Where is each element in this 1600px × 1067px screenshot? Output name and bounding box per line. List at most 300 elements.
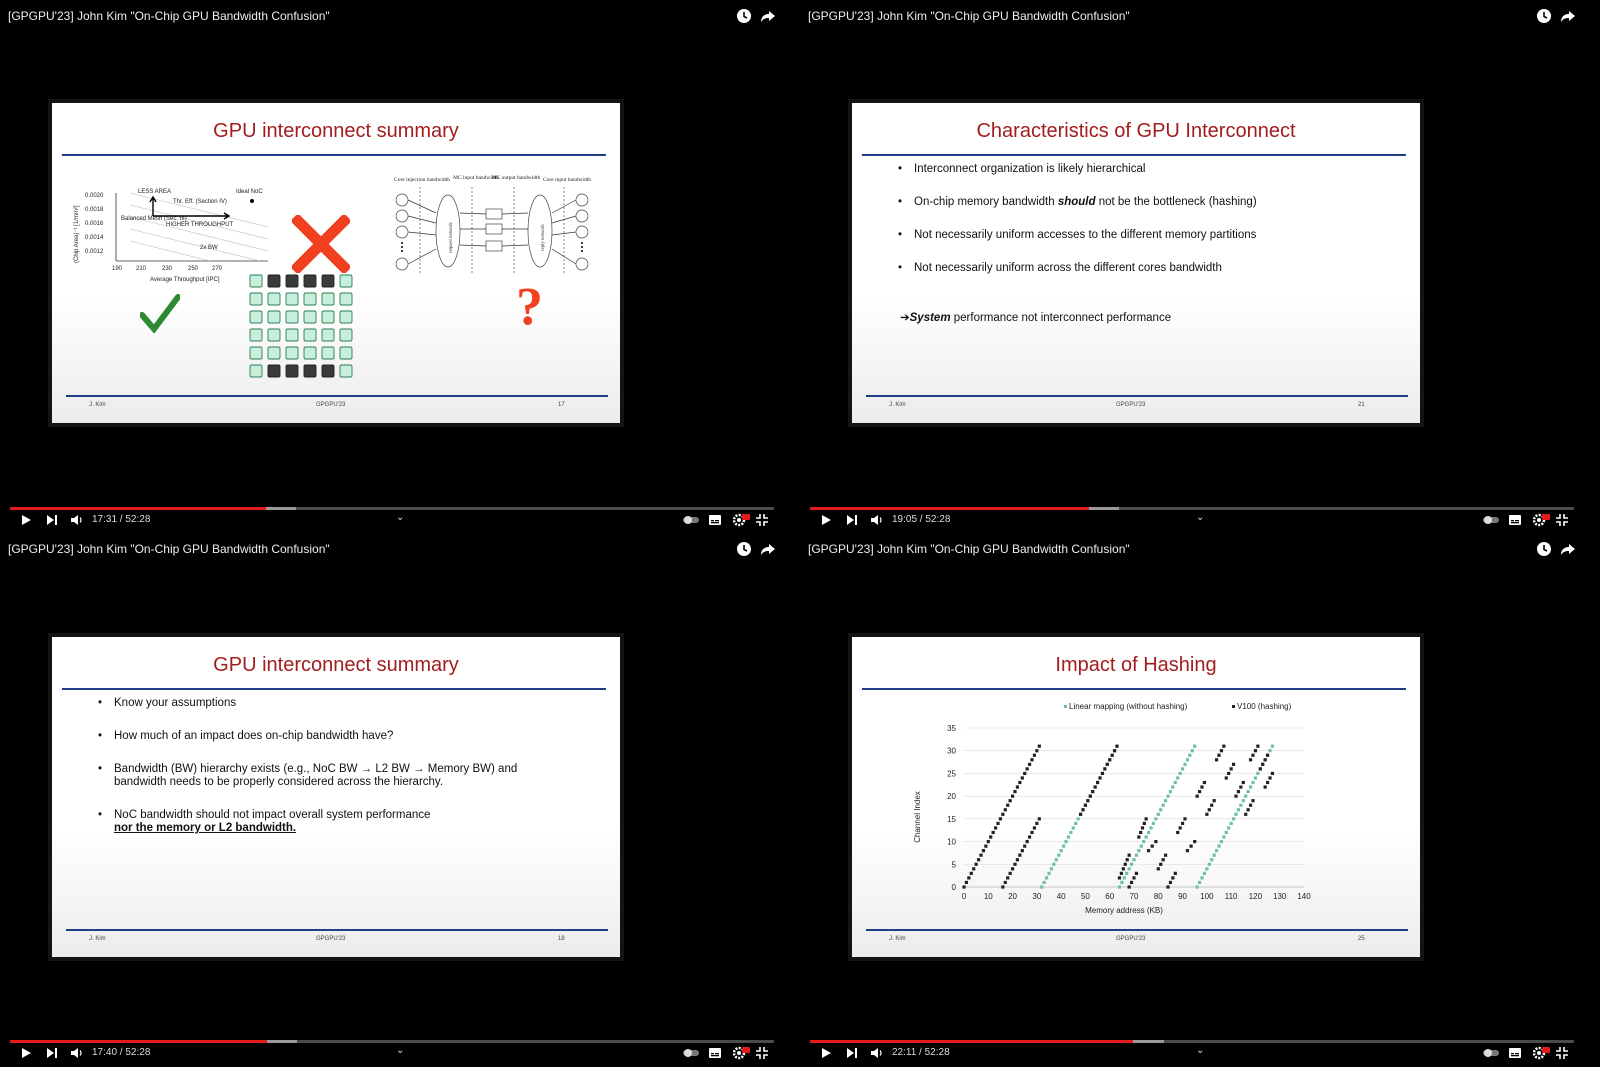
v100-point xyxy=(1249,804,1252,807)
label-mc-input: MC input bandwidth xyxy=(453,175,499,181)
linear-point xyxy=(1181,767,1184,770)
bullet: • Know your assumptions xyxy=(98,697,548,710)
bullet-list xyxy=(98,697,548,855)
label-core-injection: Core injection bandwidth xyxy=(394,177,450,183)
linear-point xyxy=(1040,885,1043,888)
ann-higher: HIGHER THROUGHPUT xyxy=(166,222,234,228)
linear-point xyxy=(1120,881,1123,884)
video-title[interactable]: [GPGPU'23] John Kim "On-Chip GPU Bandwidth Confusion" xyxy=(8,9,330,23)
v100-point xyxy=(1264,758,1267,761)
linear-point xyxy=(1222,835,1225,838)
v100-point xyxy=(1118,876,1121,879)
memory-node xyxy=(268,275,280,287)
v100-point xyxy=(1028,835,1031,838)
linear-point xyxy=(1123,876,1126,879)
slide-title: Characteristics of GPU Interconnect xyxy=(976,120,1296,142)
core-node xyxy=(340,329,352,341)
v100-point xyxy=(1096,781,1099,784)
v100-point xyxy=(1079,813,1082,816)
time-display: 22:11 / 52:28 xyxy=(892,1047,950,1058)
linear-point xyxy=(1132,858,1135,861)
v100-point xyxy=(1124,863,1127,866)
linear-point xyxy=(1210,858,1213,861)
linear-point xyxy=(1166,795,1169,798)
next-icon[interactable] xyxy=(46,514,58,526)
v100-point xyxy=(1247,808,1250,811)
v100-point xyxy=(1268,776,1271,779)
linear-point xyxy=(1268,749,1271,752)
video-pane-4[interactable] xyxy=(800,533,1584,1066)
v100-point xyxy=(1266,781,1269,784)
x-tick-label: 80 xyxy=(1153,892,1163,901)
x-axis-label: Memory address (KB) xyxy=(1085,906,1163,915)
v100-point xyxy=(965,881,968,884)
xtick: 230 xyxy=(162,266,173,272)
linear-point xyxy=(1247,790,1250,793)
share-icon[interactable] xyxy=(1560,8,1576,24)
exit-fullscreen-icon[interactable] xyxy=(1556,514,1568,526)
next-icon[interactable] xyxy=(846,514,858,526)
plot-ylabel: (Chip Area)⁻¹ [1/mm²] xyxy=(74,205,80,263)
v100-point xyxy=(1086,799,1089,802)
v100-point xyxy=(1026,840,1029,843)
v100-point xyxy=(970,872,973,875)
label-mc-output: MC output bandwidth xyxy=(491,175,541,181)
progress-bar[interactable] xyxy=(10,507,774,510)
v100-point xyxy=(989,835,992,838)
video-pane-3[interactable] xyxy=(0,533,784,1066)
ytick: 0.0012 xyxy=(85,249,104,255)
v100-point xyxy=(1196,795,1199,798)
v100-point xyxy=(1004,808,1007,811)
footer-page: 18 xyxy=(558,936,565,942)
v100-point xyxy=(1237,790,1240,793)
checkmark-icon xyxy=(140,293,180,333)
autoplay-toggle-icon[interactable] xyxy=(1482,514,1500,525)
v100-point xyxy=(1244,813,1247,816)
linear-point xyxy=(1239,804,1242,807)
chevron-down-icon[interactable]: ⌄ xyxy=(1196,512,1205,523)
linear-point xyxy=(1179,772,1182,775)
x-tick-label: 30 xyxy=(1032,892,1042,901)
v100-point xyxy=(1084,804,1087,807)
v100-point xyxy=(1266,754,1269,757)
core-node xyxy=(340,365,352,377)
title-rule xyxy=(62,154,606,156)
slide xyxy=(852,103,1420,423)
v100-point xyxy=(979,854,982,857)
x-tick-label: 100 xyxy=(1200,892,1214,901)
bullet: • Not necessarily uniform accesses to the different memory partitions xyxy=(898,229,1398,242)
v100-point xyxy=(984,845,987,848)
play-icon[interactable] xyxy=(20,514,32,526)
progress-buffered xyxy=(266,507,297,510)
v100-point xyxy=(1081,808,1084,811)
x-tick-label: 60 xyxy=(1105,892,1115,901)
bullet-emphasis: nor the memory or L2 bandwidth. xyxy=(114,822,297,834)
linear-point xyxy=(1137,849,1140,852)
v100-point xyxy=(1011,795,1014,798)
linear-point xyxy=(1234,813,1237,816)
volume-icon[interactable] xyxy=(870,1047,883,1059)
v100-point xyxy=(1132,876,1135,879)
linear-point xyxy=(1142,840,1145,843)
core-node xyxy=(322,293,334,305)
v100-point xyxy=(967,876,970,879)
v100-point xyxy=(1174,872,1177,875)
volume-icon[interactable] xyxy=(70,1047,83,1059)
linear-point xyxy=(1200,876,1203,879)
label-core-input: Core input bandwidth xyxy=(543,177,591,183)
v100-point xyxy=(977,858,980,861)
label-reply-network: reply network xyxy=(541,224,546,251)
linear-point xyxy=(1220,840,1223,843)
v100-point xyxy=(1128,854,1131,857)
question-mark-icon: ? xyxy=(516,276,543,336)
core-node xyxy=(340,347,352,359)
v100-point xyxy=(1254,749,1257,752)
chevron-down-icon[interactable]: ⌄ xyxy=(396,512,405,523)
bullet-list xyxy=(898,163,1398,295)
linear-point xyxy=(1249,785,1252,788)
bullet-text: not be the bottleneck (hashing) xyxy=(1098,196,1257,208)
bullet: • Bandwidth (BW) hierarchy exists (e.g., NoC BW → L2 BW → Memory BW) and bandwidth needs to be properly considered across the hierarchy. xyxy=(98,763,548,789)
v100-point xyxy=(1001,813,1004,816)
v100-point xyxy=(1264,785,1267,788)
time-display: 17:40 / 52:28 xyxy=(92,1047,151,1058)
v100-point xyxy=(1023,772,1026,775)
v100-point xyxy=(1113,749,1116,752)
memory-node xyxy=(304,275,316,287)
v100-point xyxy=(1271,772,1274,775)
autoplay-toggle-icon[interactable] xyxy=(682,1047,700,1058)
v100-point xyxy=(972,867,975,870)
ytick: 0.0014 xyxy=(85,235,104,241)
core-node xyxy=(286,293,298,305)
linear-point xyxy=(1055,858,1058,861)
progress-played xyxy=(810,507,1089,510)
ann-2xbw: 2x BW xyxy=(200,245,218,251)
linear-point xyxy=(1174,781,1177,784)
linear-point xyxy=(1251,781,1254,784)
v100-point xyxy=(1171,876,1174,879)
v100-point xyxy=(1035,749,1038,752)
memory-node xyxy=(286,365,298,377)
legend-linear: Linear mapping (without hashing) xyxy=(1069,702,1188,711)
v100-point xyxy=(1176,831,1179,834)
core-node xyxy=(268,347,280,359)
core-node xyxy=(250,365,262,377)
footer-rule xyxy=(866,929,1408,931)
v100-point xyxy=(987,840,990,843)
linear-point xyxy=(1217,845,1220,848)
v100-point xyxy=(1111,754,1114,757)
bullet xyxy=(898,196,1398,209)
footer-page: 25 xyxy=(1358,936,1365,942)
x-tick-label: 0 xyxy=(961,892,967,901)
core-node xyxy=(340,275,352,287)
xtick: 270 xyxy=(212,266,223,272)
v100-point xyxy=(994,826,997,829)
video-title[interactable]: [GPGPU'23] John Kim "On-Chip GPU Bandwidth Confusion" xyxy=(808,542,1130,556)
core-node xyxy=(268,329,280,341)
y-axis-label: Channel Index xyxy=(913,791,922,843)
x-tick-label: 40 xyxy=(1056,892,1066,901)
v100-point xyxy=(1166,885,1169,888)
gear-icon[interactable] xyxy=(732,513,750,527)
x-tick-label: 130 xyxy=(1273,892,1287,901)
bullet: • Not necessarily uniform across the different cores bandwidth xyxy=(898,262,1398,275)
ytick: 0.0018 xyxy=(85,207,104,213)
plot-xlabel: Average Throughput [IPC] xyxy=(150,277,220,283)
v100-point xyxy=(1203,781,1206,784)
v100-point xyxy=(1120,872,1123,875)
v100-point xyxy=(992,831,995,834)
x-tick-label: 90 xyxy=(1178,892,1188,901)
v100-point xyxy=(1028,763,1031,766)
exit-fullscreen-icon[interactable] xyxy=(756,1047,768,1059)
progress-bar[interactable] xyxy=(810,507,1574,510)
linear-point xyxy=(1149,826,1152,829)
subtitles-icon[interactable] xyxy=(708,1047,722,1059)
linear-point xyxy=(1125,872,1128,875)
clock-icon[interactable] xyxy=(1536,541,1552,557)
v100-point xyxy=(1115,745,1118,748)
v100-point xyxy=(1030,758,1033,761)
v100-point xyxy=(1018,781,1021,784)
progress-bar[interactable] xyxy=(810,1040,1574,1043)
bullet-emphasis: should xyxy=(1057,196,1096,208)
bullet: • How much of an impact does on-chip bandwidth have? xyxy=(98,730,548,743)
v100-point xyxy=(1033,754,1036,757)
clock-icon[interactable] xyxy=(736,8,752,24)
v100-point xyxy=(1038,745,1041,748)
v100-point xyxy=(1230,767,1233,770)
volume-icon[interactable] xyxy=(70,514,83,526)
time-display: 19:05 / 52:28 xyxy=(892,514,951,525)
gear-icon[interactable] xyxy=(732,1046,750,1060)
linear-point xyxy=(1169,790,1172,793)
core-node xyxy=(322,347,334,359)
autoplay-toggle-icon[interactable] xyxy=(1482,1047,1500,1058)
linear-point xyxy=(1193,745,1196,748)
ann-balanced: Balanced Mesh (Sec. III) xyxy=(121,216,187,222)
clock-icon[interactable] xyxy=(1536,8,1552,24)
gear-icon[interactable] xyxy=(1532,1046,1550,1060)
v100-point xyxy=(1103,767,1106,770)
xtick: 250 xyxy=(188,266,199,272)
v100-point xyxy=(1011,867,1014,870)
chevron-down-icon[interactable]: ⌄ xyxy=(396,1045,405,1056)
ytick: 0.0016 xyxy=(85,221,104,227)
linear-point xyxy=(1043,881,1046,884)
v100-point xyxy=(1251,754,1254,757)
hashing-scatter-chart xyxy=(912,697,1332,927)
v100-point xyxy=(1147,849,1150,852)
linear-point xyxy=(1145,835,1148,838)
v100-point xyxy=(1208,808,1211,811)
legend-v100: V100 (hashing) xyxy=(1237,702,1292,711)
core-node xyxy=(286,311,298,323)
ann-thr-eff: Thr. Eff. (Section IV) xyxy=(173,199,227,205)
core-node xyxy=(322,329,334,341)
video-title[interactable]: [GPGPU'23] John Kim "On-Chip GPU Bandwidth Confusion" xyxy=(808,9,1130,23)
v100-point xyxy=(1210,804,1213,807)
linear-point xyxy=(1052,863,1055,866)
y-tick-label: 25 xyxy=(947,769,956,779)
v100-point xyxy=(1217,754,1220,757)
v100-point xyxy=(1033,826,1036,829)
v100-point xyxy=(1227,772,1230,775)
v100-point xyxy=(1162,858,1165,861)
v100-point xyxy=(1006,804,1009,807)
linear-point xyxy=(1072,826,1075,829)
next-icon[interactable] xyxy=(846,1047,858,1059)
y-tick-label: 10 xyxy=(947,837,956,847)
v100-point xyxy=(1137,835,1140,838)
subtitles-icon[interactable] xyxy=(708,514,722,526)
footer-page: 21 xyxy=(1358,402,1365,408)
linear-point xyxy=(1154,817,1157,820)
v100-point xyxy=(1189,845,1192,848)
v100-point xyxy=(1038,817,1041,820)
label-request-network: request network xyxy=(449,222,454,253)
core-node xyxy=(268,293,280,305)
v100-point xyxy=(1232,763,1235,766)
slide xyxy=(52,103,620,423)
legend-swatch-v100 xyxy=(1232,705,1235,708)
core-node xyxy=(250,293,262,305)
core-node xyxy=(250,329,262,341)
v100-point xyxy=(1234,795,1237,798)
v100-point xyxy=(1089,795,1092,798)
v100-point xyxy=(1006,876,1009,879)
v100-point xyxy=(962,885,965,888)
y-tick-label: 5 xyxy=(951,860,956,870)
linear-point xyxy=(1060,849,1063,852)
v100-point xyxy=(1030,831,1033,834)
linear-point xyxy=(1062,845,1065,848)
next-icon[interactable] xyxy=(46,1047,58,1059)
footer-author: J. Kim xyxy=(889,402,906,408)
volume-icon[interactable] xyxy=(870,514,883,526)
v100-point xyxy=(1242,781,1245,784)
v100-point xyxy=(1256,745,1259,748)
chevron-down-icon[interactable]: ⌄ xyxy=(1196,1045,1205,1056)
v100-point xyxy=(1141,826,1144,829)
conclusion-emphasis: System xyxy=(909,312,951,324)
bullet-text: On-chip memory bandwidth xyxy=(914,196,1055,208)
clock-icon[interactable] xyxy=(736,541,752,557)
linear-point xyxy=(1074,822,1077,825)
v100-point xyxy=(1151,845,1154,848)
share-icon[interactable] xyxy=(760,8,776,24)
play-icon[interactable] xyxy=(820,1047,832,1059)
share-icon[interactable] xyxy=(760,541,776,557)
v100-point xyxy=(1135,872,1138,875)
subtitles-icon[interactable] xyxy=(1508,1047,1522,1059)
v100-point xyxy=(1108,758,1111,761)
linear-point xyxy=(1159,808,1162,811)
core-node xyxy=(268,311,280,323)
v100-point xyxy=(1181,822,1184,825)
memory-node xyxy=(304,365,316,377)
v100-point xyxy=(1251,799,1254,802)
linear-point xyxy=(1271,745,1274,748)
linear-point xyxy=(1191,749,1194,752)
bullet: • Interconnect organization is likely hierarchical xyxy=(898,163,1398,176)
memory-node xyxy=(322,365,334,377)
linear-point xyxy=(1152,822,1155,825)
v100-point xyxy=(1261,763,1264,766)
linear-point xyxy=(1047,872,1050,875)
v100-point xyxy=(1222,745,1225,748)
xtick: 190 xyxy=(112,266,123,272)
y-tick-label: 30 xyxy=(947,746,956,756)
core-node xyxy=(250,347,262,359)
progress-played xyxy=(10,507,266,510)
progress-bar[interactable] xyxy=(10,1040,774,1043)
v100-point xyxy=(1145,817,1148,820)
memory-node xyxy=(322,275,334,287)
play-icon[interactable] xyxy=(820,514,832,526)
footer-author: J. Kim xyxy=(89,936,106,942)
linear-point xyxy=(1147,831,1150,834)
video-pane-1[interactable] xyxy=(0,0,784,533)
share-icon[interactable] xyxy=(1560,541,1576,557)
linear-point xyxy=(1140,845,1143,848)
video-pane-2[interactable] xyxy=(800,0,1584,533)
linear-point xyxy=(1242,799,1245,802)
v100-point xyxy=(1179,826,1182,829)
gear-icon[interactable] xyxy=(1532,513,1550,527)
request-reply-network-diagram xyxy=(392,173,602,283)
exit-fullscreen-icon[interactable] xyxy=(1556,1047,1568,1059)
v100-point xyxy=(1009,799,1012,802)
v100-point xyxy=(1018,854,1021,857)
legend-swatch-linear xyxy=(1064,705,1067,708)
autoplay-toggle-icon[interactable] xyxy=(682,514,700,525)
conclusion-line xyxy=(900,310,1171,324)
video-title[interactable]: [GPGPU'23] John Kim "On-Chip GPU Bandwidth Confusion" xyxy=(8,542,330,556)
x-tick-label: 140 xyxy=(1297,892,1311,901)
v100-point xyxy=(1225,776,1228,779)
footer-venue: GPGPU'23 xyxy=(1116,936,1146,942)
linear-point xyxy=(1186,758,1189,761)
footer-rule xyxy=(66,395,608,397)
ann-ideal-noc: Ideal NoC xyxy=(236,189,263,195)
footer-venue: GPGPU'23 xyxy=(316,936,346,942)
subtitles-icon[interactable] xyxy=(1508,514,1522,526)
linear-point xyxy=(1164,799,1167,802)
slide xyxy=(52,637,620,957)
title-rule xyxy=(62,688,606,690)
play-icon[interactable] xyxy=(20,1047,32,1059)
linear-point xyxy=(1208,863,1211,866)
v100-point xyxy=(1013,863,1016,866)
slide xyxy=(852,637,1420,957)
footer-rule xyxy=(66,929,608,931)
core-node xyxy=(250,311,262,323)
x-tick-label: 70 xyxy=(1129,892,1139,901)
v100-point xyxy=(1001,885,1004,888)
v100-point xyxy=(1249,758,1252,761)
v100-point xyxy=(1205,813,1208,816)
linear-point xyxy=(1215,849,1218,852)
linear-point xyxy=(1237,808,1240,811)
exit-fullscreen-icon[interactable] xyxy=(756,514,768,526)
linear-point xyxy=(1232,817,1235,820)
